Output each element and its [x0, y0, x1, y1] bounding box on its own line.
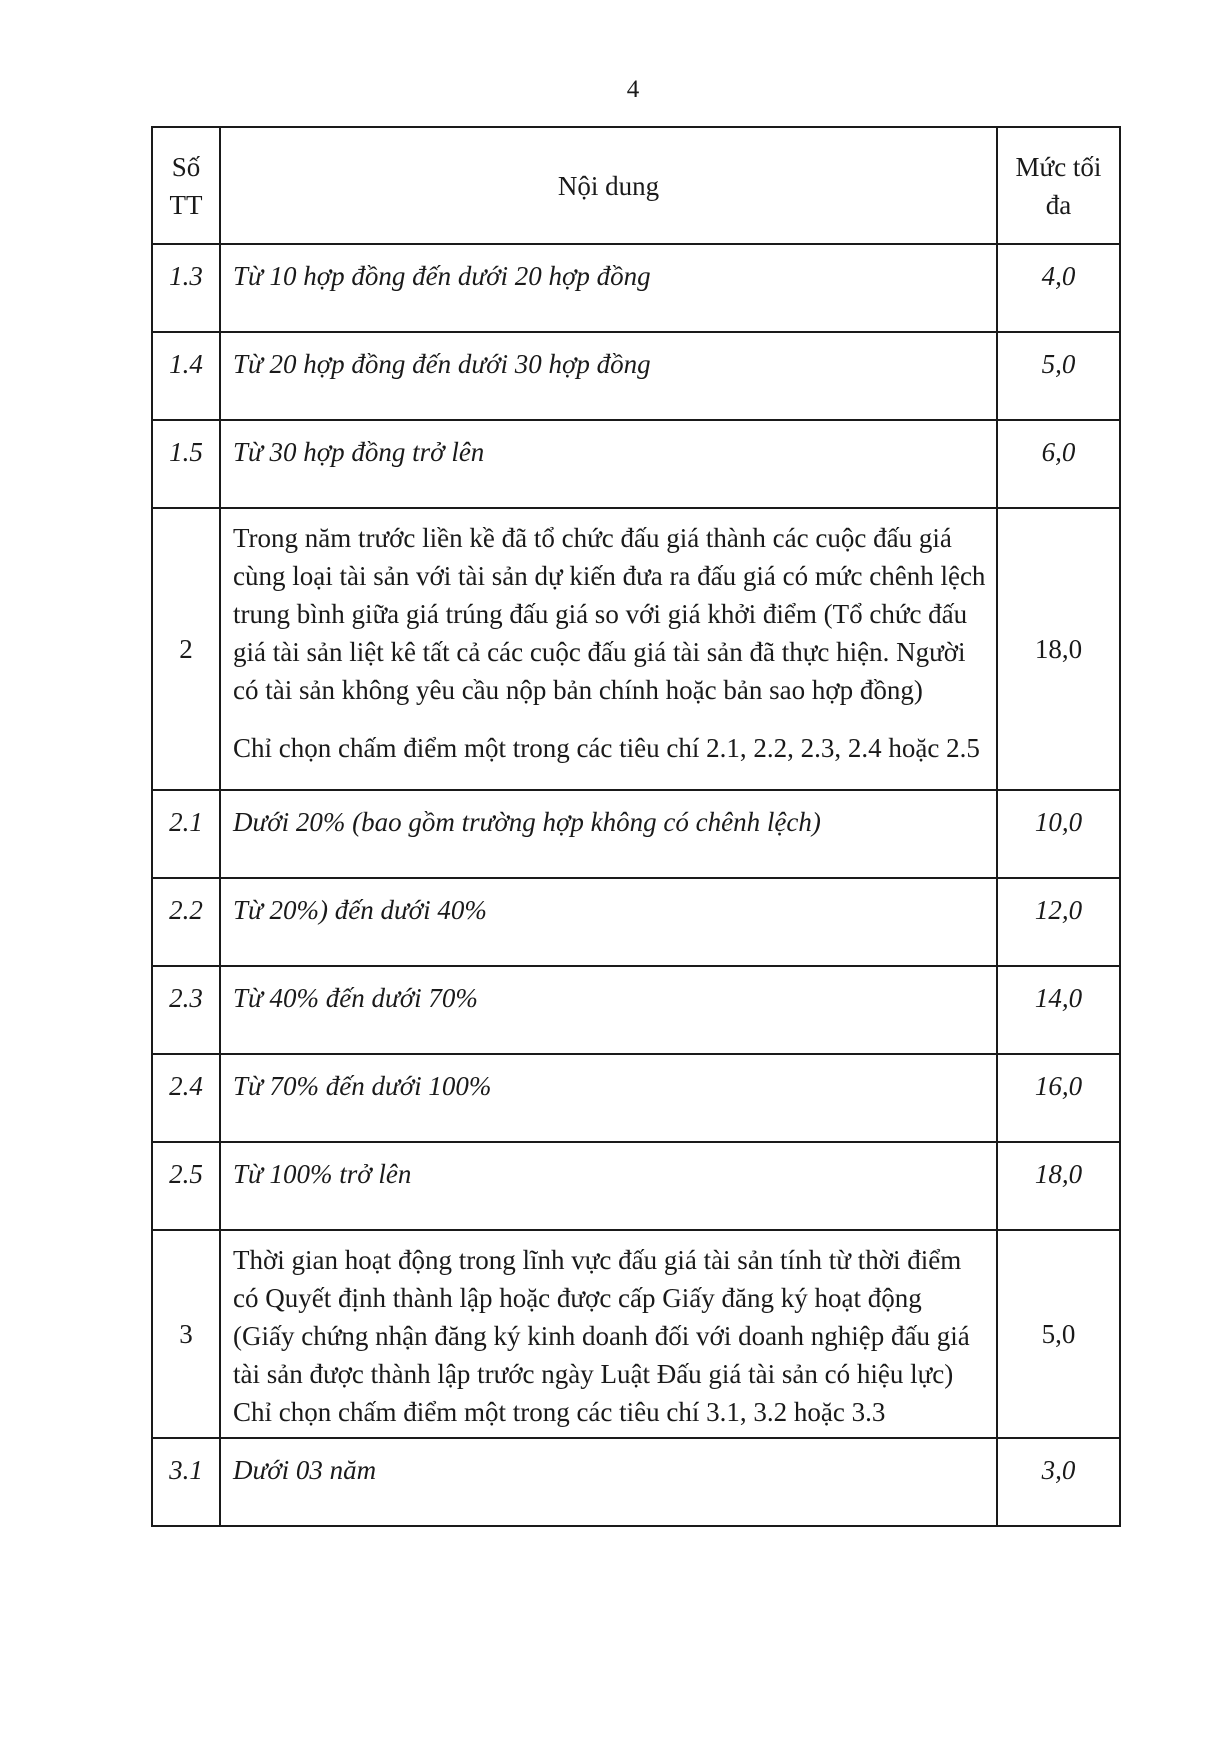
row-content: Từ 100% trở lên — [220, 1142, 997, 1230]
row-score: 18,0 — [997, 508, 1120, 790]
table-row — [152, 878, 1120, 966]
row-content: Dưới 03 năm — [220, 1438, 997, 1526]
table-header-row — [152, 127, 1120, 244]
row-number: 1.5 — [152, 420, 220, 508]
row-score: 6,0 — [997, 420, 1120, 508]
row-number: 2.2 — [152, 878, 220, 966]
table-row — [152, 790, 1120, 878]
row-score: 4,0 — [997, 244, 1120, 332]
row-content-text: Trong năm trước liền kề đã tổ chức đấu giá thành các cuộc đấu giá cùng loại tài sản với tài sản dự kiến đưa ra đấu giá có mức chênh lệch trung bình giữa giá trúng đấu giá so với giá khởi điểm (Tổ chức đấu giá tài sản liệt kê tất cả các cuộc đấu giá tài sản đã thực hiện. Người có tài sản không yêu cầu nộp bản chính hoặc bản sao hợp đồng) — [233, 523, 986, 705]
row-content: Từ 40% đến dưới 70% — [220, 966, 997, 1054]
table-row — [152, 1142, 1120, 1230]
row-score: 12,0 — [997, 878, 1120, 966]
table-row — [152, 1438, 1120, 1526]
row-number: 2.1 — [152, 790, 220, 878]
row-number: 2.4 — [152, 1054, 220, 1142]
row-number: 1.4 — [152, 332, 220, 420]
header-max-score: Mức tối đa — [997, 127, 1120, 244]
row-number: 2.3 — [152, 966, 220, 1054]
table-row — [152, 332, 1120, 420]
row-score: 16,0 — [997, 1054, 1120, 1142]
table-row — [152, 1054, 1120, 1142]
table-row — [152, 1230, 1120, 1438]
row-number: 1.3 — [152, 244, 220, 332]
row-content-note: Chỉ chọn chấm điểm một trong các tiêu chí 2.1, 2.2, 2.3, 2.4 hoặc 2.5 — [233, 733, 980, 763]
row-number: 3.1 — [152, 1438, 220, 1526]
table-row — [152, 966, 1120, 1054]
row-content: Từ 70% đến dưới 100% — [220, 1054, 997, 1142]
row-content: Từ 20%) đến dưới 40% — [220, 878, 997, 966]
row-number: 2 — [152, 508, 220, 790]
row-score: 5,0 — [997, 332, 1120, 420]
row-score: 5,0 — [997, 1230, 1120, 1438]
scoring-criteria-table — [151, 126, 1121, 1527]
row-score: 18,0 — [997, 1142, 1120, 1230]
row-content — [220, 508, 997, 790]
row-number: 3 — [152, 1230, 220, 1438]
row-content: Từ 30 hợp đồng trở lên — [220, 420, 997, 508]
page-number: 4 — [626, 76, 640, 103]
header-number: Số TT — [152, 127, 220, 244]
row-content: Thời gian hoạt động trong lĩnh vực đấu giá tài sản tính từ thời điểm có Quyết định thành lập hoặc được cấp Giấy đăng ký hoạt động (Giấy chứng nhận đăng ký kinh doanh đối với doanh nghiệp đấu giá tài sản được thành lập trước ngày Luật Đấu giá tài sản có hiệu lực) Chỉ chọn chấm điểm một trong các tiêu chí 3.1, 3.2 hoặc 3.3 — [220, 1230, 997, 1438]
row-number: 2.5 — [152, 1142, 220, 1230]
row-score: 10,0 — [997, 790, 1120, 878]
row-content: Từ 10 hợp đồng đến dưới 20 hợp đồng — [220, 244, 997, 332]
row-content: Từ 20 hợp đồng đến dưới 30 hợp đồng — [220, 332, 997, 420]
table-row — [152, 420, 1120, 508]
row-score: 14,0 — [997, 966, 1120, 1054]
table-row — [152, 244, 1120, 332]
row-content: Dưới 20% (bao gồm trường hợp không có chênh lệch) — [220, 790, 997, 878]
table-row — [152, 508, 1120, 790]
header-content: Nội dung — [220, 127, 997, 244]
row-score: 3,0 — [997, 1438, 1120, 1526]
